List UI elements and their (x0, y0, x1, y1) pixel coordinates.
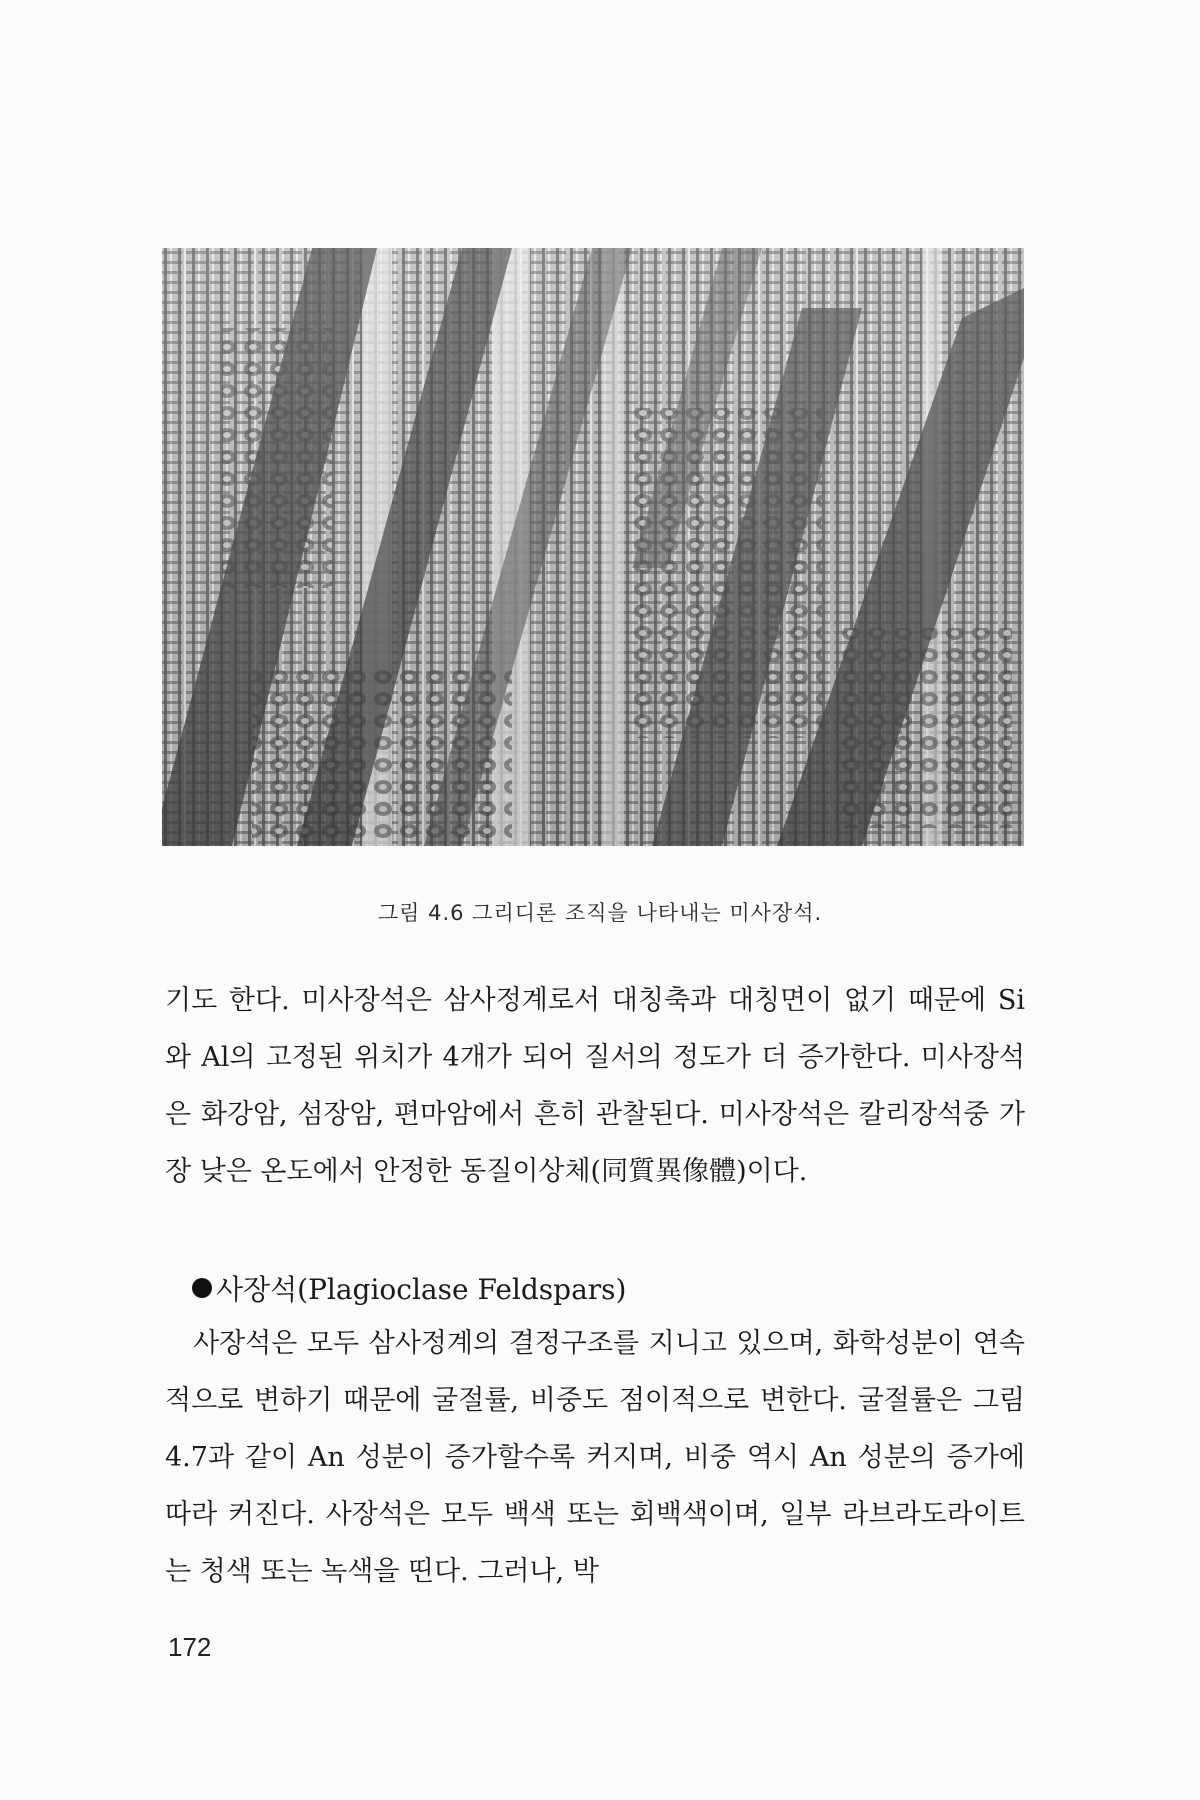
section-heading (192, 1268, 626, 1308)
micrograph-figure (162, 248, 1024, 846)
photomicrograph-image (162, 248, 1024, 846)
body-paragraph: 기도 한다. 미사장석은 삼사정계로서 대칭축과 대칭면이 없기 때문에 Si와 Al의 고정된 위치가 4개가 되어 질서의 정도가 더 증가한다. 미사장석은 화강암, 섬장암, 편마암에서 흔히 관찰된다. 미사장석은 칼리장석중 가장 낮은 온도에서 안정한 동질이상체(同質異像體)이다. (165, 985, 1025, 1187)
section-heading-text: 사장석(Plagioclase Feldspars) (216, 1273, 627, 1306)
figure-caption: 그림 4.6 그리디론 조직을 나타내는 미사장석. (377, 901, 823, 925)
section-paragraph: 사장석은 모두 삼사정계의 결정구조를 지니고 있으며, 화학성분이 연속적으로 변하기 때문에 굴절률, 비중도 점이적으로 변한다. 굴절률은 그림 4.7과 같이 An 성분이 증가할수록 커지며, 비중 역시 An 성분의 증가에 따라 커진다. 사장석은 모두 백색 또는 회백색이며, 일부 라브라도라이트는 청색 또는 녹색을 띤다. 그러나, 박 (165, 1328, 1025, 1587)
bullet-icon (192, 1278, 212, 1298)
page-number: 172 (168, 1632, 212, 1662)
